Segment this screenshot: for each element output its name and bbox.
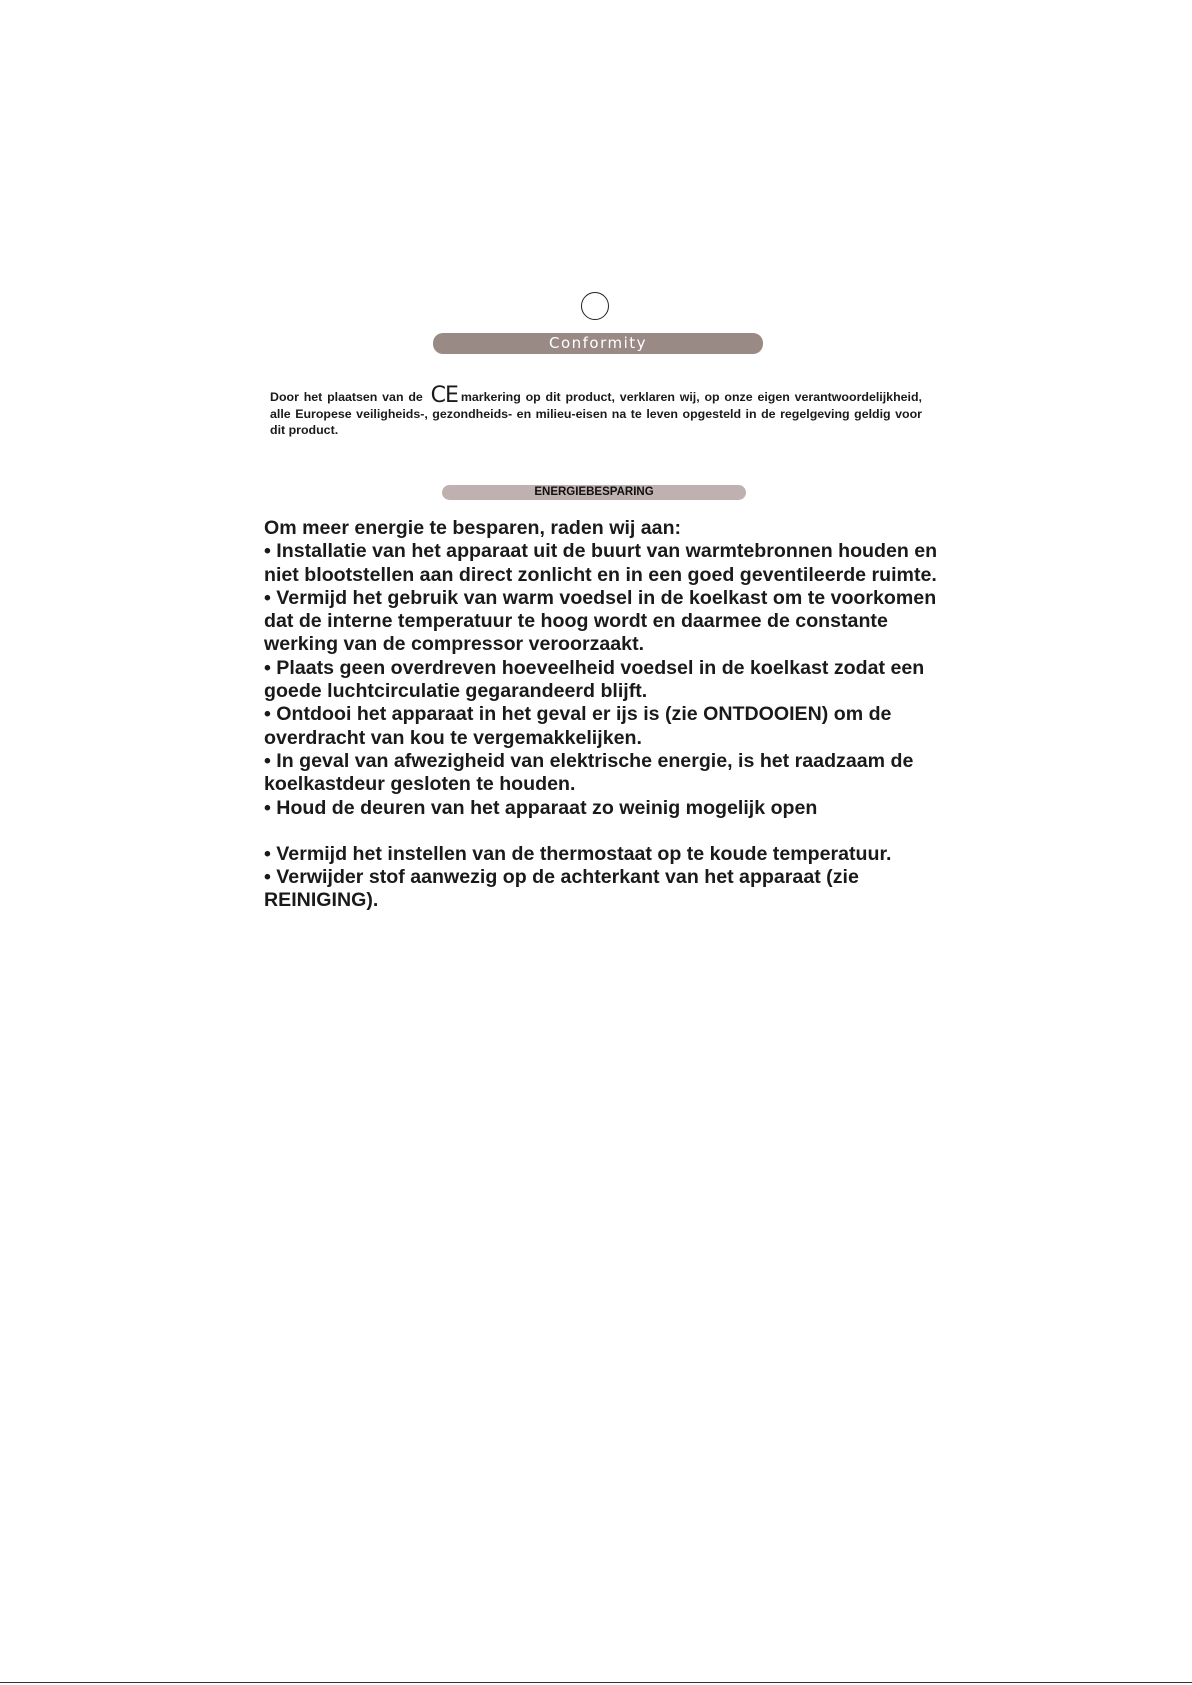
energy-intro: Om meer energie te besparen, raden wij aan:	[264, 517, 682, 539]
conformity-text-start: Door het plaatsen van de	[270, 390, 423, 404]
conformity-banner-title: Conformity	[548, 334, 648, 352]
footer-divider	[0, 1682, 1192, 1683]
conformity-text-end: markering op dit product, verklaren wij, op onze eigen verantwoordelijkheid, alle Europese veiligheids-, gezondheids- en milieu-eisen na te leven opgesteld in de regelgeving geldig voor dit product.	[270, 390, 922, 437]
energy-section-title: ENERGIEBESPARING	[534, 486, 654, 498]
energy-tip: • Houd de deuren van het apparaat zo weinig mogelijk open	[264, 796, 818, 819]
energy-tip: • Ontdooi het apparaat in het geval er ijs is (zie ONTDOOIEN) om de overdracht van kou te vergemakkelijken.	[264, 703, 892, 749]
energy-tip: • Vermijd het instellen van de thermostaat op te koude temperatuur.	[264, 842, 892, 865]
energy-tip: • Plaats geen overdreven hoeveelheid voedsel in de koelkast zodat een goede luchtcirculatie gegarandeerd blijft.	[264, 656, 925, 703]
energy-tip: • Installatie van het apparaat uit de buurt van warmtebronnen houden en niet blootstellen aan direct zonlicht en in een goed geventileerde ruimte.	[264, 540, 938, 586]
energy-tip: • Vermijd het gebruik van warm voedsel in de koelkast om te voorkomen dat de interne temperatuur te hoog wordt en daarmee de constante werking van de compressor veroorzaakt.	[264, 586, 937, 656]
conformity-banner	[433, 333, 763, 354]
conformity-statement	[270, 383, 922, 439]
energy-tips	[264, 517, 944, 913]
energy-tip: • In geval van afwezigheid van elektrische energie, is het raadzaam de koelkastdeur gesloten te houden.	[264, 749, 914, 796]
energy-tip: • Verwijder stof aanwezig op de achterkant van het apparaat (zie REINIGING).	[264, 866, 859, 912]
spacer	[264, 820, 944, 843]
page-marker-circle	[581, 292, 609, 320]
ce-mark-icon: CE	[430, 383, 458, 408]
energy-section-heading	[442, 485, 746, 500]
